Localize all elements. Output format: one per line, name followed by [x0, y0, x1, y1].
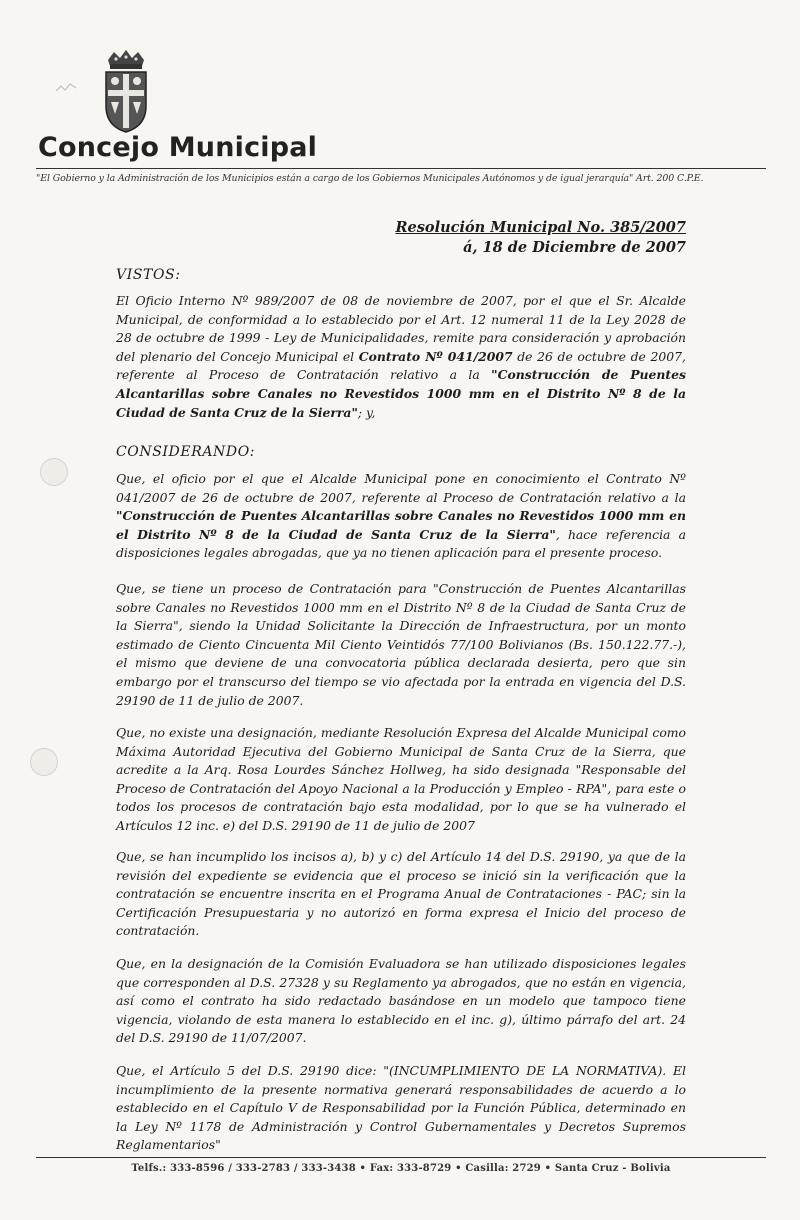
vistos-paragraph: El Oficio Interno Nº 989/2007 de 08 de noviembre de 2007, por el que el Sr. Alcalde Municipal, de conformidad a lo establecido por el Art. 12 numeral 11 de la Ley 2028 de 28 de octubre de 1999 - Ley de Municipalidades, remite para consideración y aprobación del plenario del Concejo Municipal el Contrato Nº 041/2007 de 26 de octubre de 2007, referente al Proceso de Contratación relativo a la "Construcción de Puentes Alcantarillas sobre Canales no Revestidos 1000 mm en el Distrito Nº 8 de la Ciudad de Santa Cruz de la Sierra"; y, — [116, 293, 687, 420]
considerando-paragraph-6: Que, el Artículo 5 del D.S. 29190 dice: "(INCUMPLIMIENTO DE LA NORMATIVA). El incumplimiento de la presente normativa generará responsabilidades de acuerdo a lo establecido en el Capítulo V de Responsabilidad por la Función Pública, determinado en la Ley Nº 1178 de Administración y Control Gubernamentales y Decretos Supremos Reglamentarios" — [116, 1063, 686, 1153]
considerando-paragraph-2: Que, se tiene un proceso de Contratación para "Construcción de Puentes Alcantarillas sobre Canales no Revestidos 1000 mm en el Distrito Nº 8 de la Ciudad de Santa Cruz de la Sierra", siendo la Unidad Solicitante la Dirección de Infraestructura, por un monto estimado de Ciento Cincuenta Mil Ciento Veintidós 77/100 Bolivianos (Bs. 150.122.77.-), el mismo que deviene de una convocatoria pública declarada desierta, pero que sin embargo por el transcurso del tiempo se vio afectada por la entrada en vigencia del D.S. 29190 de 11 de julio de 2007. — [116, 581, 686, 708]
margin-mark-icon — [55, 82, 77, 94]
constitution-quote: "El Gobierno y la Administración de los Municipios están a cargo de los Gobiernos Municipales Autónomos y de igual jerarquía" Art. 200 C.P.E. — [36, 173, 704, 184]
considerando-heading: CONSIDERANDO: — [116, 444, 256, 460]
municipal-crest-icon — [100, 50, 152, 134]
considerando-paragraph-4: Que, se han incumplido los incisos a), b) y c) del Artículo 14 del D.S. 29190, ya que de la revisión del expediente se evidencia que el proceso se inició sin la verificación que la contratación se encuentre inscrita en el Programa Anual de Contrataciones - PAC; sin la Certificación Presupuestaria y no autorizó en forma expresa el Inicio del proceso de contratación. — [116, 849, 686, 939]
considerando-paragraph-1: Que, el oficio por el que el Alcalde Municipal pone en conocimiento el Contrato Nº 041/2007 de 26 de octubre de 2007, referente al Proceso de Contratación relativo a la "Construcción de Puentes Alcantarillas sobre Canales no Revestidos 1000 mm en el Distrito Nº 8 de la Ciudad de Santa Cruz de la Sierra", hace referencia a disposiciones legales abrogadas, que ya no tienen aplicación para el presente proceso. — [116, 471, 686, 561]
vistos-heading: VISTOS: — [116, 267, 181, 283]
organization-name: Concejo Municipal — [38, 132, 318, 163]
header-divider — [36, 168, 766, 169]
resolution-date: á, 18 de Diciembre de 2007 — [463, 239, 686, 256]
considerando-paragraph-3: Que, no existe una designación, mediante Resolución Expresa del Alcalde Municipal como Máxima Autoridad Ejecutiva del Gobierno Municipal de Santa Cruz de la Sierra, que acredite a la Arq. Rosa Lourdes Sánchez Hollweg, ha sido designada "Responsable del Proceso de Contratación del Apoyo Nacional a la Producción y Empleo - RPA", para este o todos los procesos de contratación bajo esta modalidad, por lo que se ha vulnerado el Artículos 12 inc. e) del D.S. 29190 de 11 de julio de 2007 — [116, 725, 686, 833]
punch-hole — [30, 748, 58, 776]
punch-hole — [40, 458, 68, 486]
footer-divider — [36, 1157, 766, 1158]
considerando-paragraph-5: Que, en la designación de la Comisión Evaluadora se han utilizado disposiciones legales que corresponden al D.S. 27328 y su Reglamento ya abrogados, que no están en vigencia, así como el contrato ha sido redactado basándose en un modelo que tampoco tiene vigencia, violando de esta manera lo establecido en el inc. g), último párrafo del art. 24 del D.S. 29190 de 11/07/2007. — [116, 956, 686, 1046]
footer-contact: Telfs.: 333-8596 / 333-2783 / 333-3438 • Fax: 333-8729 • Casilla: 2729 • Santa Cruz - Bolivia — [131, 1163, 671, 1174]
resolution-number: Resolución Municipal No. 385/2007 — [395, 219, 686, 236]
